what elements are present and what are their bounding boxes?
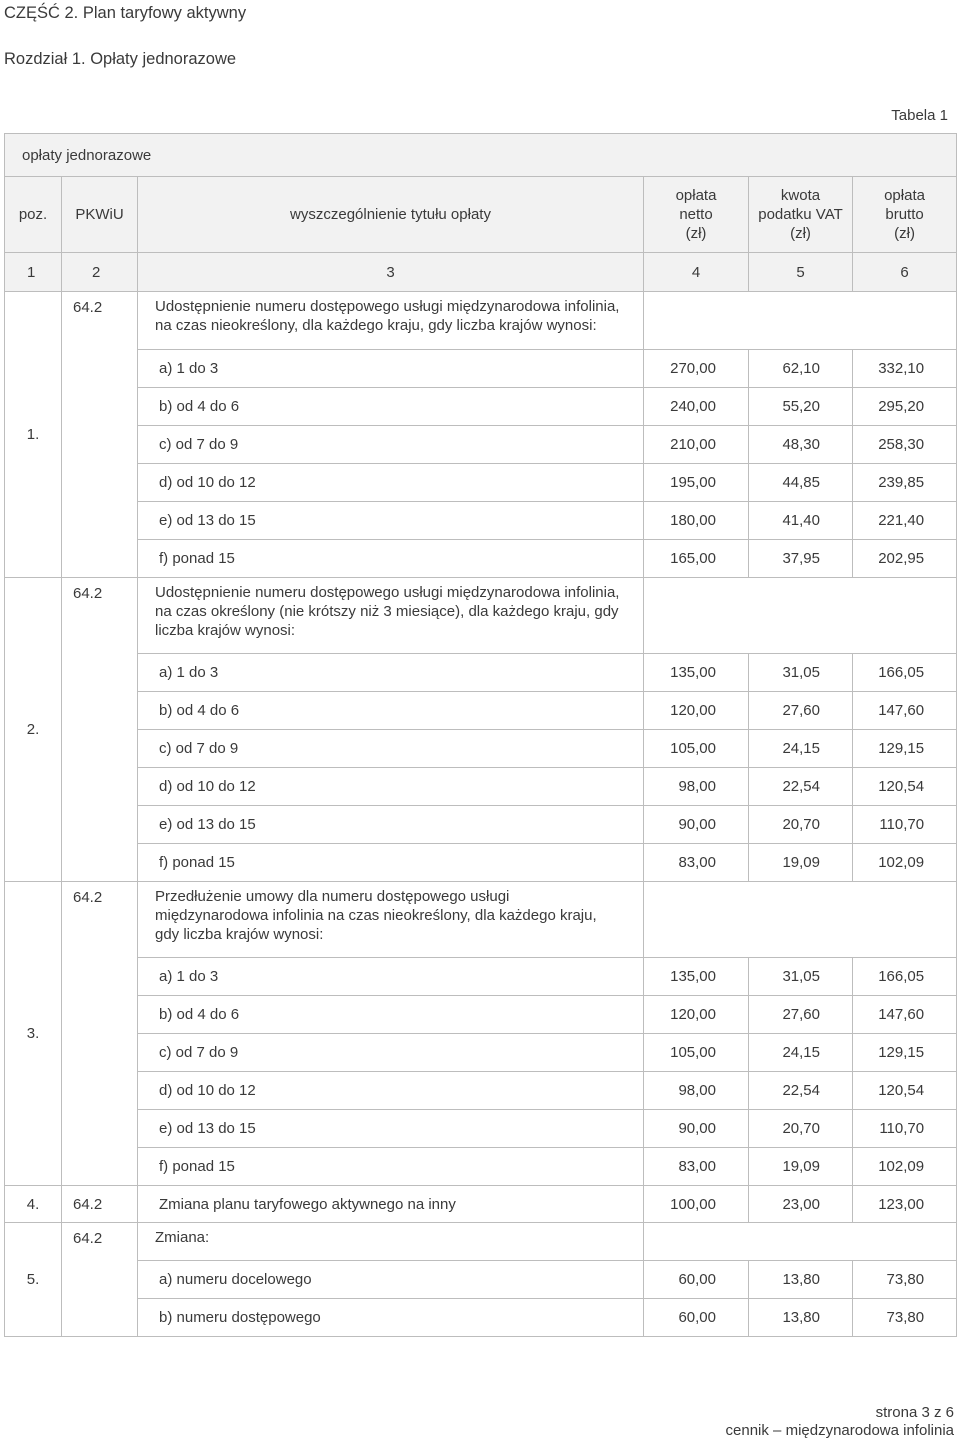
- price-brutto: 129,15: [853, 730, 957, 768]
- price-netto: 195,00: [644, 464, 749, 502]
- chapter-title: Rozdział 1. Opłaty jednorazowe: [4, 50, 237, 68]
- empty-values-cell: [644, 882, 957, 958]
- price-brutto: 73,80: [853, 1261, 957, 1299]
- col-number: 4: [644, 253, 749, 292]
- vat-amount: 31,05: [749, 958, 853, 996]
- vat-amount: 31,05: [749, 654, 853, 692]
- fee-row: [5, 540, 957, 578]
- fee-label: Zmiana planu taryfowego aktywnego na inny: [138, 1186, 644, 1223]
- price-netto: 100,00: [644, 1186, 749, 1223]
- header-brutto: opłata brutto (zł): [853, 177, 957, 253]
- fee-label: f) ponad 15: [138, 1148, 644, 1186]
- price-brutto: 129,15: [853, 1034, 957, 1072]
- col-number: 5: [749, 253, 853, 292]
- vat-amount: 19,09: [749, 1148, 853, 1186]
- fee-row: [5, 1034, 957, 1072]
- price-netto: 60,00: [644, 1299, 749, 1337]
- price-netto: 105,00: [644, 1034, 749, 1072]
- header-pkwiu: PKWiU: [62, 177, 138, 253]
- vat-amount: 13,80: [749, 1261, 853, 1299]
- vat-amount: 55,20: [749, 388, 853, 426]
- fee-row: [5, 730, 957, 768]
- table-label: Tabela 1: [891, 107, 948, 124]
- vat-amount: 48,30: [749, 426, 853, 464]
- fee-label: d) od 10 do 12: [138, 768, 644, 806]
- fee-row: [5, 1110, 957, 1148]
- price-netto: 135,00: [644, 654, 749, 692]
- header-netto: opłata netto (zł): [644, 177, 749, 253]
- vat-amount: 23,00: [749, 1186, 853, 1223]
- fee-label: b) numeru dostępowego: [138, 1299, 644, 1337]
- price-brutto: 332,10: [853, 350, 957, 388]
- fee-row: [5, 1148, 957, 1186]
- price-netto: 120,00: [644, 996, 749, 1034]
- price-netto: 135,00: [644, 958, 749, 996]
- price-netto: 83,00: [644, 1148, 749, 1186]
- empty-values-cell: [644, 1223, 957, 1261]
- price-brutto: 73,80: [853, 1299, 957, 1337]
- fee-row: [5, 464, 957, 502]
- vat-amount: 41,40: [749, 502, 853, 540]
- fee-label: f) ponad 15: [138, 844, 644, 882]
- caption-row: [5, 134, 957, 177]
- table-caption: opłaty jednorazowe: [5, 134, 957, 177]
- fee-label: c) od 7 do 9: [138, 1034, 644, 1072]
- fee-label: a) 1 do 3: [138, 654, 644, 692]
- price-brutto: 295,20: [853, 388, 957, 426]
- fee-label: c) od 7 do 9: [138, 426, 644, 464]
- price-brutto: 123,00: [853, 1186, 957, 1223]
- vat-amount: 13,80: [749, 1299, 853, 1337]
- price-netto: 83,00: [644, 844, 749, 882]
- fee-row: [5, 996, 957, 1034]
- empty-values-cell: [644, 292, 957, 350]
- price-brutto: 166,05: [853, 958, 957, 996]
- price-brutto: 102,09: [853, 844, 957, 882]
- vat-amount: 20,70: [749, 806, 853, 844]
- fee-row: [5, 768, 957, 806]
- fee-description: Zmiana:: [138, 1223, 644, 1261]
- position-number: 1.: [5, 292, 62, 578]
- fee-label: a) numeru docelowego: [138, 1261, 644, 1299]
- vat-amount: 27,60: [749, 692, 853, 730]
- price-brutto: 239,85: [853, 464, 957, 502]
- vat-amount: 24,15: [749, 730, 853, 768]
- fee-description: Udostępnienie numeru dostępowego usługi międzynarodowa infolinia, na czas określony (nie krótszy niż 3 miesiące), dla każdego kraju, gdy liczba krajów wynosi:: [138, 578, 644, 654]
- fee-description: Przedłużenie umowy dla numeru dostępowego usługi międzynarodowa infolinia na czas nieokreślony, dla każdego kraju, gdy liczba krajów wynosi:: [138, 882, 644, 958]
- price-brutto: 147,60: [853, 996, 957, 1034]
- header-title: wyszczególnienie tytułu opłaty: [138, 177, 644, 253]
- fee-row: [5, 388, 957, 426]
- pkwiu-code: 64.2: [62, 578, 138, 882]
- price-brutto: 221,40: [853, 502, 957, 540]
- group-description-row: [5, 292, 957, 350]
- vat-amount: 27,60: [749, 996, 853, 1034]
- vat-amount: 37,95: [749, 540, 853, 578]
- price-brutto: 202,95: [853, 540, 957, 578]
- pkwiu-code: 64.2: [62, 292, 138, 578]
- fee-row: [5, 502, 957, 540]
- header-vat: kwota podatku VAT (zł): [749, 177, 853, 253]
- pkwiu-code: 64.2: [62, 1223, 138, 1337]
- col-number: 3: [138, 253, 644, 292]
- fee-row: [5, 1186, 957, 1223]
- price-netto: 120,00: [644, 692, 749, 730]
- price-netto: 90,00: [644, 806, 749, 844]
- vat-amount: 62,10: [749, 350, 853, 388]
- page-title: CZĘŚĆ 2. Plan taryfowy aktywny: [4, 4, 247, 22]
- page-number: strona 3 z 6: [875, 1404, 954, 1421]
- fee-row: [5, 692, 957, 730]
- fee-row: [5, 350, 957, 388]
- pkwiu-code: 64.2: [62, 1186, 138, 1223]
- fee-row: [5, 426, 957, 464]
- price-netto: 105,00: [644, 730, 749, 768]
- document-name: cennik – międzynarodowa infolinia: [725, 1422, 954, 1439]
- price-netto: 240,00: [644, 388, 749, 426]
- price-brutto: 110,70: [853, 806, 957, 844]
- price-netto: 210,00: [644, 426, 749, 464]
- fee-label: c) od 7 do 9: [138, 730, 644, 768]
- fee-row: [5, 958, 957, 996]
- fees-table: [4, 133, 957, 1337]
- fee-label: e) od 13 do 15: [138, 1110, 644, 1148]
- pkwiu-code: 64.2: [62, 882, 138, 1186]
- vat-amount: 20,70: [749, 1110, 853, 1148]
- fee-label: b) od 4 do 6: [138, 388, 644, 426]
- fee-label: d) od 10 do 12: [138, 464, 644, 502]
- header-row: [5, 177, 957, 253]
- fee-label: d) od 10 do 12: [138, 1072, 644, 1110]
- fee-row: [5, 1261, 957, 1299]
- vat-amount: 22,54: [749, 1072, 853, 1110]
- position-number: 5.: [5, 1223, 62, 1337]
- price-netto: 90,00: [644, 1110, 749, 1148]
- vat-amount: 22,54: [749, 768, 853, 806]
- price-netto: 180,00: [644, 502, 749, 540]
- fee-label: b) od 4 do 6: [138, 996, 644, 1034]
- position-number: 2.: [5, 578, 62, 882]
- price-brutto: 147,60: [853, 692, 957, 730]
- empty-values-cell: [644, 578, 957, 654]
- fee-row: [5, 844, 957, 882]
- fee-row: [5, 654, 957, 692]
- price-netto: 270,00: [644, 350, 749, 388]
- fee-row: [5, 1072, 957, 1110]
- vat-amount: 44,85: [749, 464, 853, 502]
- price-brutto: 102,09: [853, 1148, 957, 1186]
- price-netto: 165,00: [644, 540, 749, 578]
- position-number: 3.: [5, 882, 62, 1186]
- fee-label: a) 1 do 3: [138, 350, 644, 388]
- col-number: 6: [853, 253, 957, 292]
- fee-label: a) 1 do 3: [138, 958, 644, 996]
- price-brutto: 110,70: [853, 1110, 957, 1148]
- group-description-row: [5, 1223, 957, 1261]
- fee-label: e) od 13 do 15: [138, 806, 644, 844]
- price-brutto: 258,30: [853, 426, 957, 464]
- header-poz: poz.: [5, 177, 62, 253]
- footer: [726, 1404, 954, 1440]
- price-brutto: 120,54: [853, 768, 957, 806]
- price-brutto: 120,54: [853, 1072, 957, 1110]
- position-number: 4.: [5, 1186, 62, 1223]
- group-description-row: [5, 578, 957, 654]
- fee-row: [5, 806, 957, 844]
- price-brutto: 166,05: [853, 654, 957, 692]
- fee-label: b) od 4 do 6: [138, 692, 644, 730]
- group-description-row: [5, 882, 957, 958]
- price-netto: 98,00: [644, 768, 749, 806]
- price-netto: 60,00: [644, 1261, 749, 1299]
- vat-amount: 24,15: [749, 1034, 853, 1072]
- fee-row: [5, 1299, 957, 1337]
- vat-amount: 19,09: [749, 844, 853, 882]
- price-netto: 98,00: [644, 1072, 749, 1110]
- fee-description: Udostępnienie numeru dostępowego usługi międzynarodowa infolinia, na czas nieokreślony, dla każdego kraju, gdy liczba krajów wynosi:: [138, 292, 644, 350]
- fee-label: f) ponad 15: [138, 540, 644, 578]
- col-number: 2: [62, 253, 138, 292]
- fee-label: e) od 13 do 15: [138, 502, 644, 540]
- col-number: 1: [5, 253, 62, 292]
- column-numbers-row: [5, 253, 957, 292]
